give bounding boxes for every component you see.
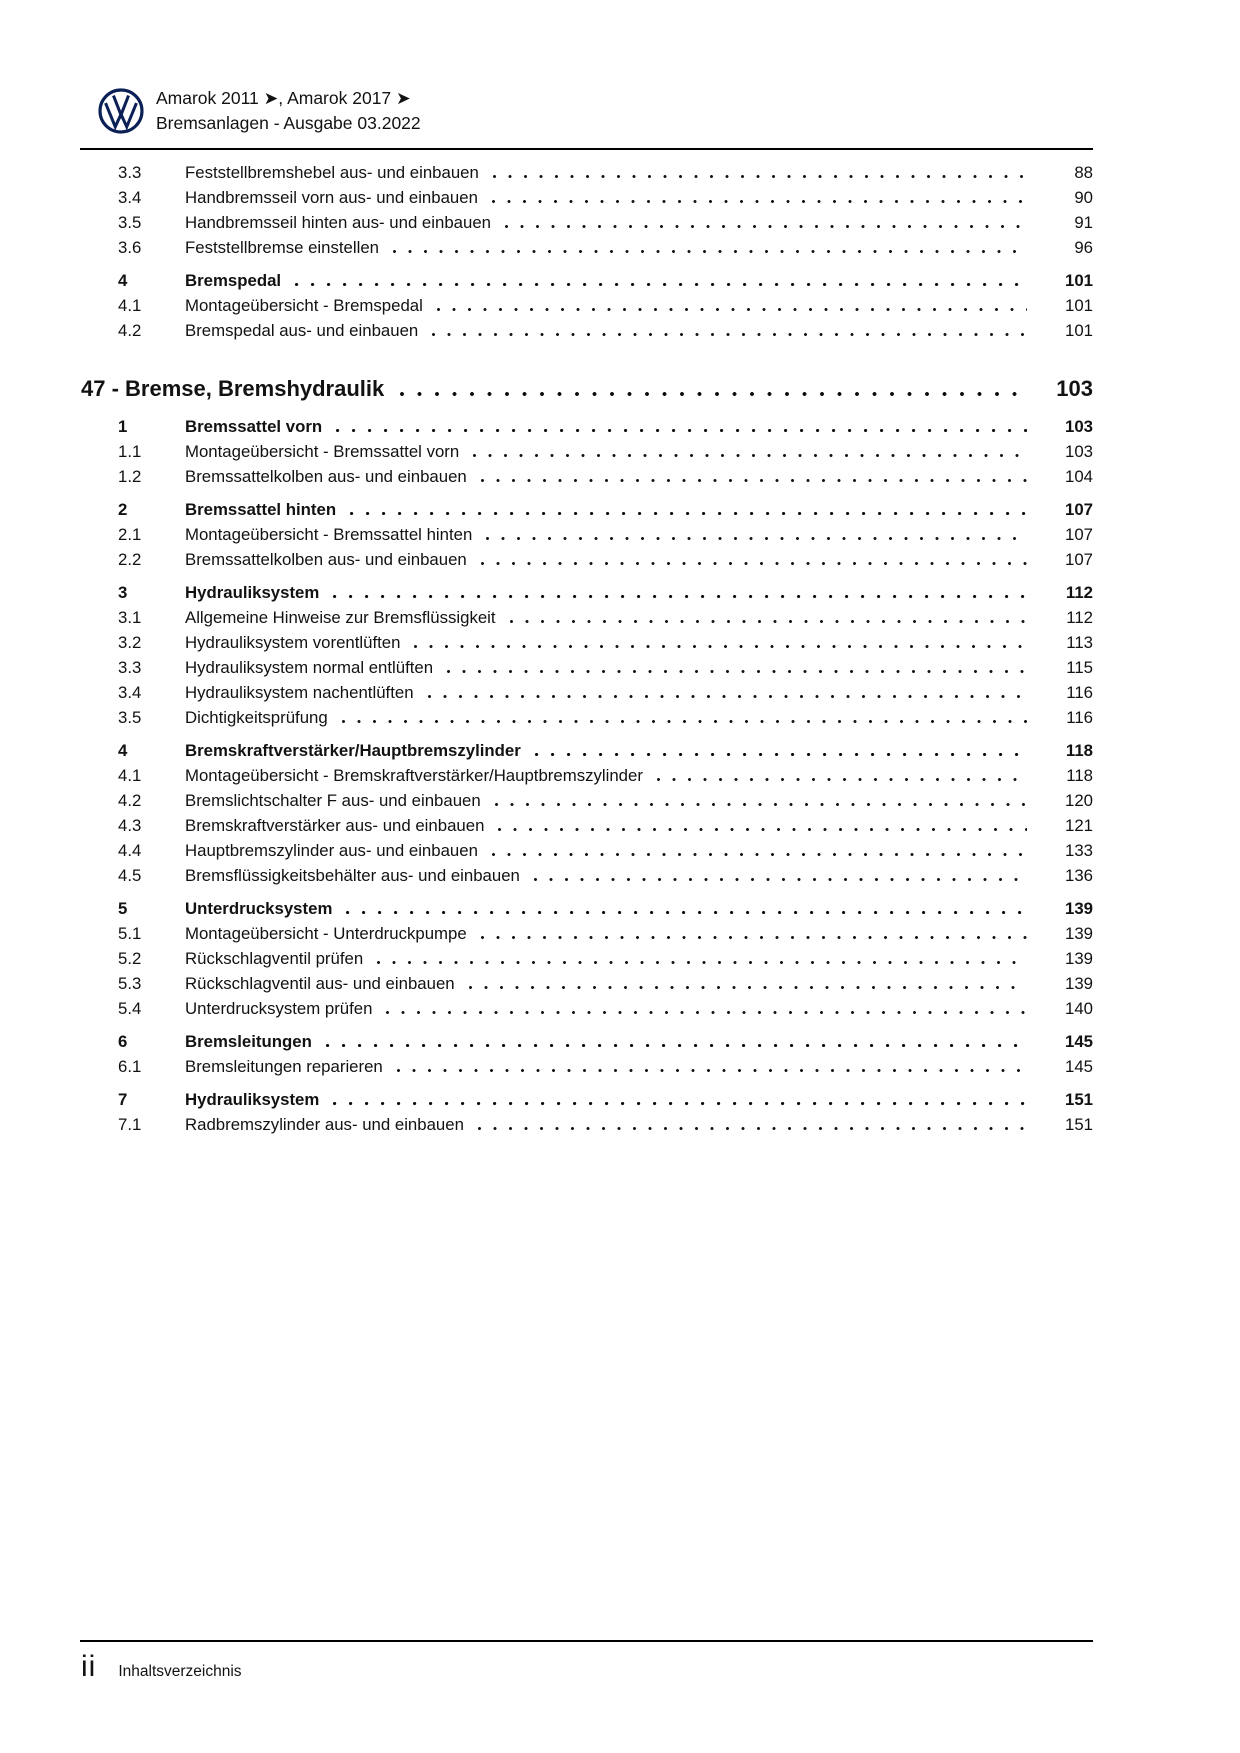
toc-entry-number: 4	[118, 271, 128, 290]
footer-section-label: Inhaltsverzeichnis	[118, 1663, 242, 1680]
toc-entry-page: 151	[1065, 1090, 1093, 1109]
toc-entry-number: 4	[118, 741, 128, 760]
toc-entry-page: 113	[1066, 633, 1093, 652]
toc-dot-leader	[508, 605, 1027, 630]
toc-entry-page: 101	[1065, 271, 1093, 290]
toc-entry-page: 139	[1065, 899, 1093, 918]
header-edition-line: Bremsanlagen - Ausgabe 03.2022	[156, 113, 421, 133]
toc-entry-page: 151	[1065, 1115, 1093, 1134]
toc-entry-page: 139	[1065, 974, 1093, 993]
toc-entry-title: Feststellbremshebel aus- und einbauen	[185, 163, 479, 182]
toc-dot-leader	[430, 318, 1027, 343]
toc-row	[81, 268, 1093, 293]
page-footer	[81, 1650, 242, 1684]
toc-dot-leader	[533, 738, 1027, 763]
toc-dot-leader	[344, 896, 1027, 921]
toc-dot-leader	[479, 921, 1027, 946]
toc-dot-leader	[375, 946, 1027, 971]
toc-row	[81, 210, 1093, 235]
toc-entry-title: Handbremsseil hinten aus- und einbauen	[185, 213, 491, 232]
toc-entry-page: 96	[1074, 238, 1093, 257]
toc-entry-title: Unterdrucksystem	[185, 899, 333, 918]
toc-dot-leader	[655, 763, 1027, 788]
toc-entry-page: 145	[1065, 1057, 1093, 1076]
toc-entry-title: Feststellbremse einstellen	[185, 238, 380, 257]
toc-entry-page: 139	[1065, 924, 1093, 943]
toc-dot-leader	[445, 655, 1027, 680]
toc-entry-number: 5.2	[118, 949, 142, 968]
toc-row	[81, 497, 1093, 522]
toc-entry-number: 3.1	[118, 608, 142, 627]
toc-row	[81, 655, 1093, 680]
toc-entry-title: Montageübersicht - Bremssattel hinten	[185, 525, 473, 544]
toc-row	[81, 372, 1093, 405]
toc-row	[81, 896, 1093, 921]
toc-dot-leader	[467, 971, 1027, 996]
toc-entry-page: 104	[1065, 467, 1093, 486]
toc-entry-number: 5.3	[118, 974, 142, 993]
toc-entry-number: 1	[118, 417, 128, 436]
toc-entry-number: 4.2	[118, 321, 142, 340]
header-divider	[80, 148, 1093, 150]
toc-row	[81, 235, 1093, 260]
toc-entry-page: 116	[1066, 708, 1093, 727]
toc-entry-title: Bremssattel vorn	[185, 417, 323, 436]
toc-entry-number: 3.5	[118, 213, 142, 232]
toc-entry-number: 4.1	[118, 766, 142, 785]
toc-entry-page: 103	[1056, 376, 1093, 401]
toc-row	[81, 1087, 1093, 1112]
toc-dot-leader	[435, 293, 1027, 318]
toc-entry-number: 3.4	[118, 683, 142, 702]
toc-entry-page: 116	[1066, 683, 1093, 702]
toc-dot-leader	[348, 497, 1027, 522]
toc-row	[81, 185, 1093, 210]
toc-dot-leader	[490, 838, 1027, 863]
toc-entry-page: 103	[1065, 442, 1093, 461]
toc-entry-number: 3.6	[118, 238, 142, 257]
toc-row	[81, 838, 1093, 863]
toc-entry-number: 6	[118, 1032, 128, 1051]
toc-entry-number: 5.4	[118, 999, 142, 1018]
toc-entry-page: 136	[1065, 866, 1093, 885]
toc-dot-leader	[484, 522, 1027, 547]
toc-entry-page: 112	[1065, 583, 1093, 602]
toc-dot-leader	[426, 680, 1027, 705]
toc-dot-leader	[490, 185, 1027, 210]
toc-entry-title: Bremsflüssigkeitsbehälter aus- und einbauen	[185, 866, 520, 885]
toc-entry-title: Hydrauliksystem vorentlüften	[185, 633, 401, 652]
footer-divider	[80, 1640, 1093, 1642]
toc-entry-number: 3.2	[118, 633, 142, 652]
toc-dot-leader	[479, 464, 1027, 489]
toc-row	[81, 1112, 1093, 1137]
header-text	[156, 86, 421, 136]
toc-entry-title: Hydrauliksystem normal entlüften	[185, 658, 434, 677]
toc-entry-number: 2	[118, 500, 128, 519]
toc-list	[81, 160, 1093, 1137]
toc-entry-page: 118	[1065, 741, 1093, 760]
toc-row	[81, 547, 1093, 572]
toc-row	[81, 318, 1093, 343]
toc-entry-number: 4.1	[118, 296, 142, 315]
toc-dot-leader	[476, 1112, 1027, 1137]
toc-entry-number: 4.4	[118, 841, 142, 860]
page-header	[98, 86, 421, 136]
toc-entry-page: 112	[1066, 608, 1093, 627]
toc-entry-title: Bremssattel hinten	[185, 500, 337, 519]
toc-row	[81, 522, 1093, 547]
toc-row	[81, 293, 1093, 318]
toc-dot-leader	[340, 705, 1027, 730]
toc-entry-title: Bremssattelkolben aus- und einbauen	[185, 550, 467, 569]
toc-entry-title: Bremsleitungen	[185, 1032, 312, 1051]
toc-row	[81, 464, 1093, 489]
toc-entry-number: 4.2	[118, 791, 142, 810]
toc-row	[81, 971, 1093, 996]
toc-entry-page: 101	[1065, 321, 1093, 340]
header-model-line: Amarok 2011 ➤, Amarok 2017 ➤	[156, 88, 411, 108]
toc-dot-leader	[334, 414, 1027, 439]
toc-entry-page: 139	[1065, 949, 1093, 968]
toc-entry-title: Bremskraftverstärker/Hauptbremszylinder	[185, 741, 521, 760]
toc-row	[81, 680, 1093, 705]
toc-row	[81, 1054, 1093, 1079]
toc-row	[81, 160, 1093, 185]
toc-row	[81, 788, 1093, 813]
toc-entry-title: Hydrauliksystem	[185, 1090, 320, 1109]
toc-dot-leader	[532, 863, 1027, 888]
toc-entry-title: Bremspedal	[185, 271, 282, 290]
toc-dot-leader	[395, 1054, 1027, 1079]
toc-dot-leader	[331, 580, 1027, 605]
footer-page-number: ii	[81, 1650, 97, 1683]
toc-dot-leader	[412, 630, 1027, 655]
toc-entry-number: 5.1	[118, 924, 142, 943]
toc-row	[81, 813, 1093, 838]
toc-entry-title: Allgemeine Hinweise zur Bremsflüssigkeit	[185, 608, 496, 627]
toc-entry-number: 5	[118, 899, 128, 918]
toc-dot-leader	[493, 788, 1027, 813]
toc-entry-title: Rückschlagventil prüfen	[185, 949, 364, 968]
toc-entry-page: 91	[1074, 213, 1093, 232]
toc-entry-number: 3.4	[118, 188, 142, 207]
toc-entry-number: 1.2	[118, 467, 142, 486]
toc-entry-page: 107	[1065, 500, 1093, 519]
toc-entry-title: Bremskraftverstärker aus- und einbauen	[185, 816, 485, 835]
toc-entry-page: 107	[1065, 525, 1093, 544]
toc-row	[81, 738, 1093, 763]
toc-dot-leader	[479, 547, 1027, 572]
toc-row	[81, 605, 1093, 630]
toc-row	[81, 946, 1093, 971]
toc-entry-title: Bremspedal aus- und einbauen	[185, 321, 419, 340]
toc-row	[81, 863, 1093, 888]
toc-entry-title: Dichtigkeitsprüfung	[185, 708, 328, 727]
toc-entry-number: 3.3	[118, 658, 142, 677]
toc-dot-leader	[384, 996, 1027, 1021]
toc-entry-page: 107	[1065, 550, 1093, 569]
toc-entry-number: 3	[118, 583, 128, 602]
toc-entry-title: Hauptbremszylinder aus- und einbauen	[185, 841, 478, 860]
toc-dot-leader	[331, 1087, 1027, 1112]
toc-entry-page: 88	[1074, 163, 1093, 182]
toc-row	[81, 1029, 1093, 1054]
toc-entry-number: 2.1	[118, 525, 142, 544]
toc-entry-title: 47 - Bremse, Bremshydraulik	[81, 376, 385, 401]
toc-entry-number: 1.1	[118, 442, 142, 461]
toc-entry-title: Hydrauliksystem	[185, 583, 320, 602]
toc-row	[81, 630, 1093, 655]
toc-entry-title: Bremslichtschalter F aus- und einbauen	[185, 791, 481, 810]
toc-row	[81, 705, 1093, 730]
toc-entry-title: Hydrauliksystem nachentlüften	[185, 683, 414, 702]
toc-entry-title: Handbremsseil vorn aus- und einbauen	[185, 188, 478, 207]
toc-row	[81, 439, 1093, 464]
toc-entry-title: Bremssattelkolben aus- und einbauen	[185, 467, 467, 486]
toc-entry-number: 7	[118, 1090, 128, 1109]
toc-entry-title: Montageübersicht - Bremspedal	[185, 296, 423, 315]
toc-row	[81, 921, 1093, 946]
toc-dot-leader	[503, 210, 1027, 235]
toc-entry-number: 2.2	[118, 550, 142, 569]
toc-dot-leader	[396, 372, 1021, 405]
toc-entry-title: Montageübersicht - Bremssattel vorn	[185, 442, 460, 461]
toc-entry-title: Unterdrucksystem prüfen	[185, 999, 373, 1018]
toc-row	[81, 414, 1093, 439]
toc-entry-number: 7.1	[118, 1115, 142, 1134]
toc-entry-title: Rückschlagventil aus- und einbauen	[185, 974, 455, 993]
toc-entry-page: 120	[1065, 791, 1093, 810]
toc-entry-title: Bremsleitungen reparieren	[185, 1057, 383, 1076]
toc-dot-leader	[293, 268, 1027, 293]
toc-entry-page: 115	[1066, 658, 1093, 677]
toc-entry-page: 101	[1065, 296, 1093, 315]
toc-dot-leader	[471, 439, 1027, 464]
toc-dot-leader	[324, 1029, 1027, 1054]
toc-row	[81, 763, 1093, 788]
toc-dot-leader	[496, 813, 1027, 838]
toc-row	[81, 996, 1093, 1021]
toc-entry-page: 140	[1065, 999, 1093, 1018]
toc-entry-page: 118	[1066, 766, 1093, 785]
toc-entry-title: Radbremszylinder aus- und einbauen	[185, 1115, 464, 1134]
toc-row	[81, 580, 1093, 605]
vw-logo-icon	[98, 88, 144, 134]
toc-entry-page: 103	[1065, 417, 1093, 436]
toc-entry-page: 90	[1074, 188, 1093, 207]
toc-entry-number: 3.5	[118, 708, 142, 727]
toc-entry-page: 145	[1065, 1032, 1093, 1051]
toc-entry-number: 4.5	[118, 866, 142, 885]
toc-entry-number: 6.1	[118, 1057, 142, 1076]
toc-entry-number: 3.3	[118, 163, 142, 182]
toc-dot-leader	[391, 235, 1027, 260]
toc-dot-leader	[491, 160, 1027, 185]
toc-entry-page: 133	[1065, 841, 1093, 860]
toc-entry-page: 121	[1065, 816, 1093, 835]
toc-entry-title: Montageübersicht - Bremskraftverstärker/Hauptbremszylinder	[185, 766, 643, 785]
toc-entry-title: Montageübersicht - Unterdruckpumpe	[185, 924, 467, 943]
toc-entry-number: 4.3	[118, 816, 142, 835]
